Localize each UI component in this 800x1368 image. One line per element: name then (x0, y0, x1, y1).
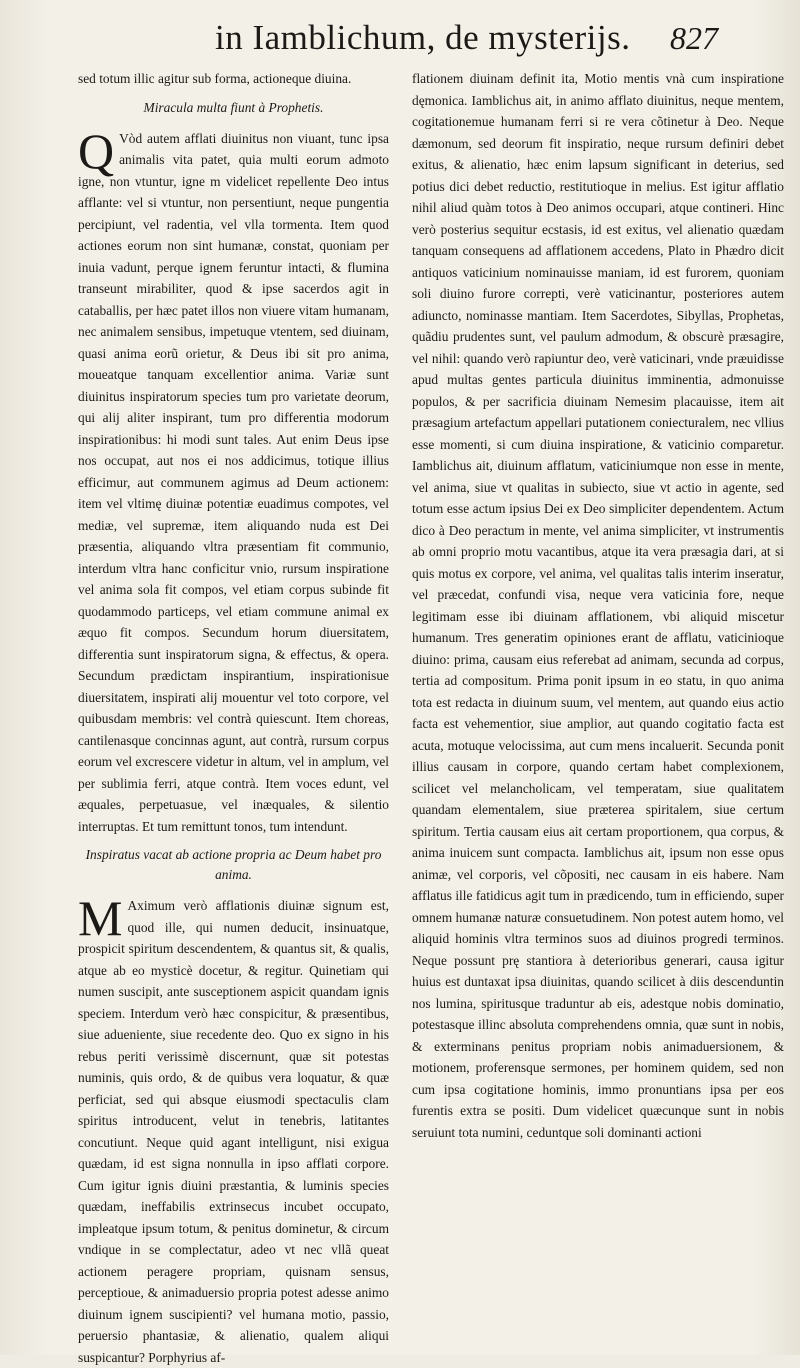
drop-cap-q: Q (78, 122, 115, 179)
right-column (412, 68, 784, 1143)
page-header (0, 18, 800, 68)
paragraph-1 (78, 122, 389, 838)
right-column-text: flationem diuinam definit ita, Motio mentis vnà cum inspiratione dęmonica. Iamblichus ait, in animo afflato diuinitus, neque mentem, cogitationemue humanam ferri si re vera cõtinetur à Deo. Neque dæmonum, sed deorum fit inspiratio, neque rursum definiri debet exitus, & alienatio, hæc enim lapsum significant in deterius, sed potius dici debet reductio, restitutioque in melius. Est igitur afflatio nihil aliud quàm totos à Deo animos occupari, atque contineri. Hinc verò posterius sequitur ecstasis, id est exitus, vel alienatio quædam tanquam consequens ad afflationem accedens, Plato in Phædro dicit antiquos vaticinium nominauisse maniam, id est furorem, quoniam soli diuino furore correpti, verè vaticinantur, posteriores autem adiuncto, nominasse mantiam. Item Sacerdotes, Sibyllas, Prophetas, quãdiu prudentes sunt, vel paulum admodum, & obscurè præsagire, vel nihil: quando verò rapiuntur deo, verè vaticinari, vnde præuidisse apud multas gentes particula diuinitus imminentia, admonuisse populos, & per sacrificia diuinam Nemesim placauisse, item ait præsagium artefactum appellari putationem coniecturalem, nec vllius esse momenti, si cum diuina inspiratione, & vaticinio comparetur. Iamblichus ait, diuinum afflatum, vaticiniumque non esse in mente, vel anima, siue vt qualitas in subiecto, siue vt actio in agente, sed totum esse actum ipsius Dei ex Deo simpliciter dependentem. Actum dico à Deo peractum in mente, vel anima simpliciter, vt instrumentis ab omni proprio motu vacantibus, atque ita vera præsagia dari, at si quis motus ex corpore, vel anima, vel qualitas talis interim inseratur, vel præcedat, confundi visa, neque vera vaticinia fore, neque legitimam esse ibi diuinam afflationem, vbi aliquid miscetur humanum. Tres generatim opiniones erant de afflatu, vaticinioque diuino: prima, causam eius referebat ad animam, secunda ad corpus, tertia ad compositum. Prima ponit ipsum in eo statu, in quo anima tota est redacta in diuinum suum, vel mentem, aut quando eius actio facta est vehementior, siue amplior, aut quando cogitatio facta est acuta, motuque velocissima, aut cum mens incaluerit. Secunda ponit illius causam in corpore, quando certam habet complexionem, scilicet vel melancholicam, vel temperatam, siue qualitatem quandam elementalem, siue præterea spiritalem, siue certum spiritum. Tertia causam eius ait certam proportionem, qua corpus, & anima inuicem sunt compacta. Iamblichus ait, ipsum non esse opus animæ, vel corporis, vel cõpositi, nec causam in eis habere. Nam afflatus ille fatidicus agit tum in prædicendo, tum in efficiendo, super omnem humanæ naturæ consuetudinem. Non potest autem homo, vel aliquid hominis vltra terminos suos ad diuinos progredi terminos. Neque possunt prę stantiora à deterioribus generari, causa igitur huius est duntaxat ipsa diuinitas, quando scilicet à diis descenduntin nos lumina, spiritusque traduntur ab eis, adestque nobis dominatio, potestasque illinc absoluta comprehendens omnia, quæ sunt in nobis, & exterminans penitus propriam nobis animaduersionem, & motionem, proferensque sermones, per hominem quidem, sed non cum ipsa cogitatione hominis, immo pronuntians ipsa per eos furentis extra se positi. Dum videlicet quæcunque sunt in nobis seruiunt tota numini, ceduntque soli dominanti actioni (412, 71, 784, 1140)
paragraph-1-text: Vòd autem afflati diuinitus non viuant, tunc ipsa animalis vita patet, quia multi eorum admoto igne, non vtuntur, igne m videlicet repellente Deo intus afflante: vel si vtuntur, non persentiunt, neque pungentia percipiunt, vel radentia, vel vlla tormenta. Item quod actiones eorum non sint humanæ, constat, quoniam per inuia vadunt, perque ignem feruntur intacti, & flumina transeunt mirabiliter, quod & ipse sacerdos agit in cataballis, per hæc patet illos non viuere vitam humanam, nec animalem sensibus, impetuque vtentem, sed diuinam, quasi anima eorũ orietur, & Deus ibi sit pro anima, moueatque tanquam excellentior anima. Variæ sunt diuinitus inspiratorum species tum pro varietate deorum, qui alij aliter inspirant, tum pro differentia modorum inspirationibus: hi modi sunt tales. Aut enim Deus ipse nos occupat, aut nos ei nos addicimus, totique illius efficimur, aut communem agimus ad Deum actionem: item vel vltimę diuinæ potentiæ euadimus compotes, vel mediæ, vel supremæ, item aliquando nuda est Dei præsentia, aliquando vltra præsentiam fit communio, interdum vltra hanc conficitur vnio, rursum inspiratione vel anima sola fit compos, vel etiam corpus subinde fit quodammodo particeps, vel etiam commune animal ex æquo fit compos. Secundum horum diuersitatem, differentia sunt inspiratorum signa, & effectus, & opera. Secundum prædictam inspirantium, inspirationisue diuersitatem, inspirati alij mouentur vel toto corpore, vel quibusdam membris: vel contrà quiescunt. Item choreas, cantilenasque concinnas agunt, aut contrà, rursum corpus eorum vel excrescere videtur in altum, vel in amplum, vel per sublimia ferri, atque contrà. Item voces edunt, vel æquales, perpetuasue, vel inæquales, & silentio interruptas. Et tum remittunt tonos, tum intendunt. (78, 130, 389, 834)
page-number: 827 (670, 20, 718, 56)
section-heading-inspiratus: Inspiratus vacat ab actione propria ac Deum habet pro anima. (85, 847, 382, 882)
drop-cap-m: M (78, 890, 123, 946)
paragraph-2 (78, 890, 389, 1368)
left-column (78, 68, 389, 1368)
opening-text: sed totum illic agitur sub forma, actioneque diuina. (78, 71, 352, 86)
section-heading-miracles: Miracula multa fiunt à Prophetis. (143, 99, 324, 115)
running-head: in Iamblichum, de mysterijs. (215, 18, 631, 57)
paragraph-2-text: Aximum verò afflationis diuinæ signum est, quod ille, qui numen deducit, insinuatque, prospicit spiritum descendentem, & quantus sit, & qualis, atque ab eo mysticè docetur, & regitur. Quinetiam qui numen suscipit, ante susceptionem aspicit quandam ignis speciem. Interdum verò hæc conspicitur, & præsentibus, siue adueniente, siue recedente deo. Quo ex signo in his rebus periti verissimè discernunt, quæ sit potestas numinis, quis ordo, & de quibus vera loquatur, & quæ perficiat, sed qui absque eiusmodi spectaculis clam spiritus introducent, velut in tenebris, latitantes concutiunt. Neque quid agant intelligunt, nisi exigua quædam, id est signa nonnulla in ipso afflati corpore. Cum igitur ignis diuini præstantia, & luminis species quædam, ineffabilis extrinsecus incubet occupato, impleatque ipsum totum, & penitus dominetur, & circum vndique in se complectatur, adeo vt nec vllã queat actionem peragere propriam, quisnam sensus, perceptioue, & animaduersio propria potest adesse animo diuinum ignem suscipienti? vel humana motio, passio, peruersio phantasiæ, & alienatio, qualem aliqui suspicantur? Porphyrius af- (78, 898, 389, 1365)
